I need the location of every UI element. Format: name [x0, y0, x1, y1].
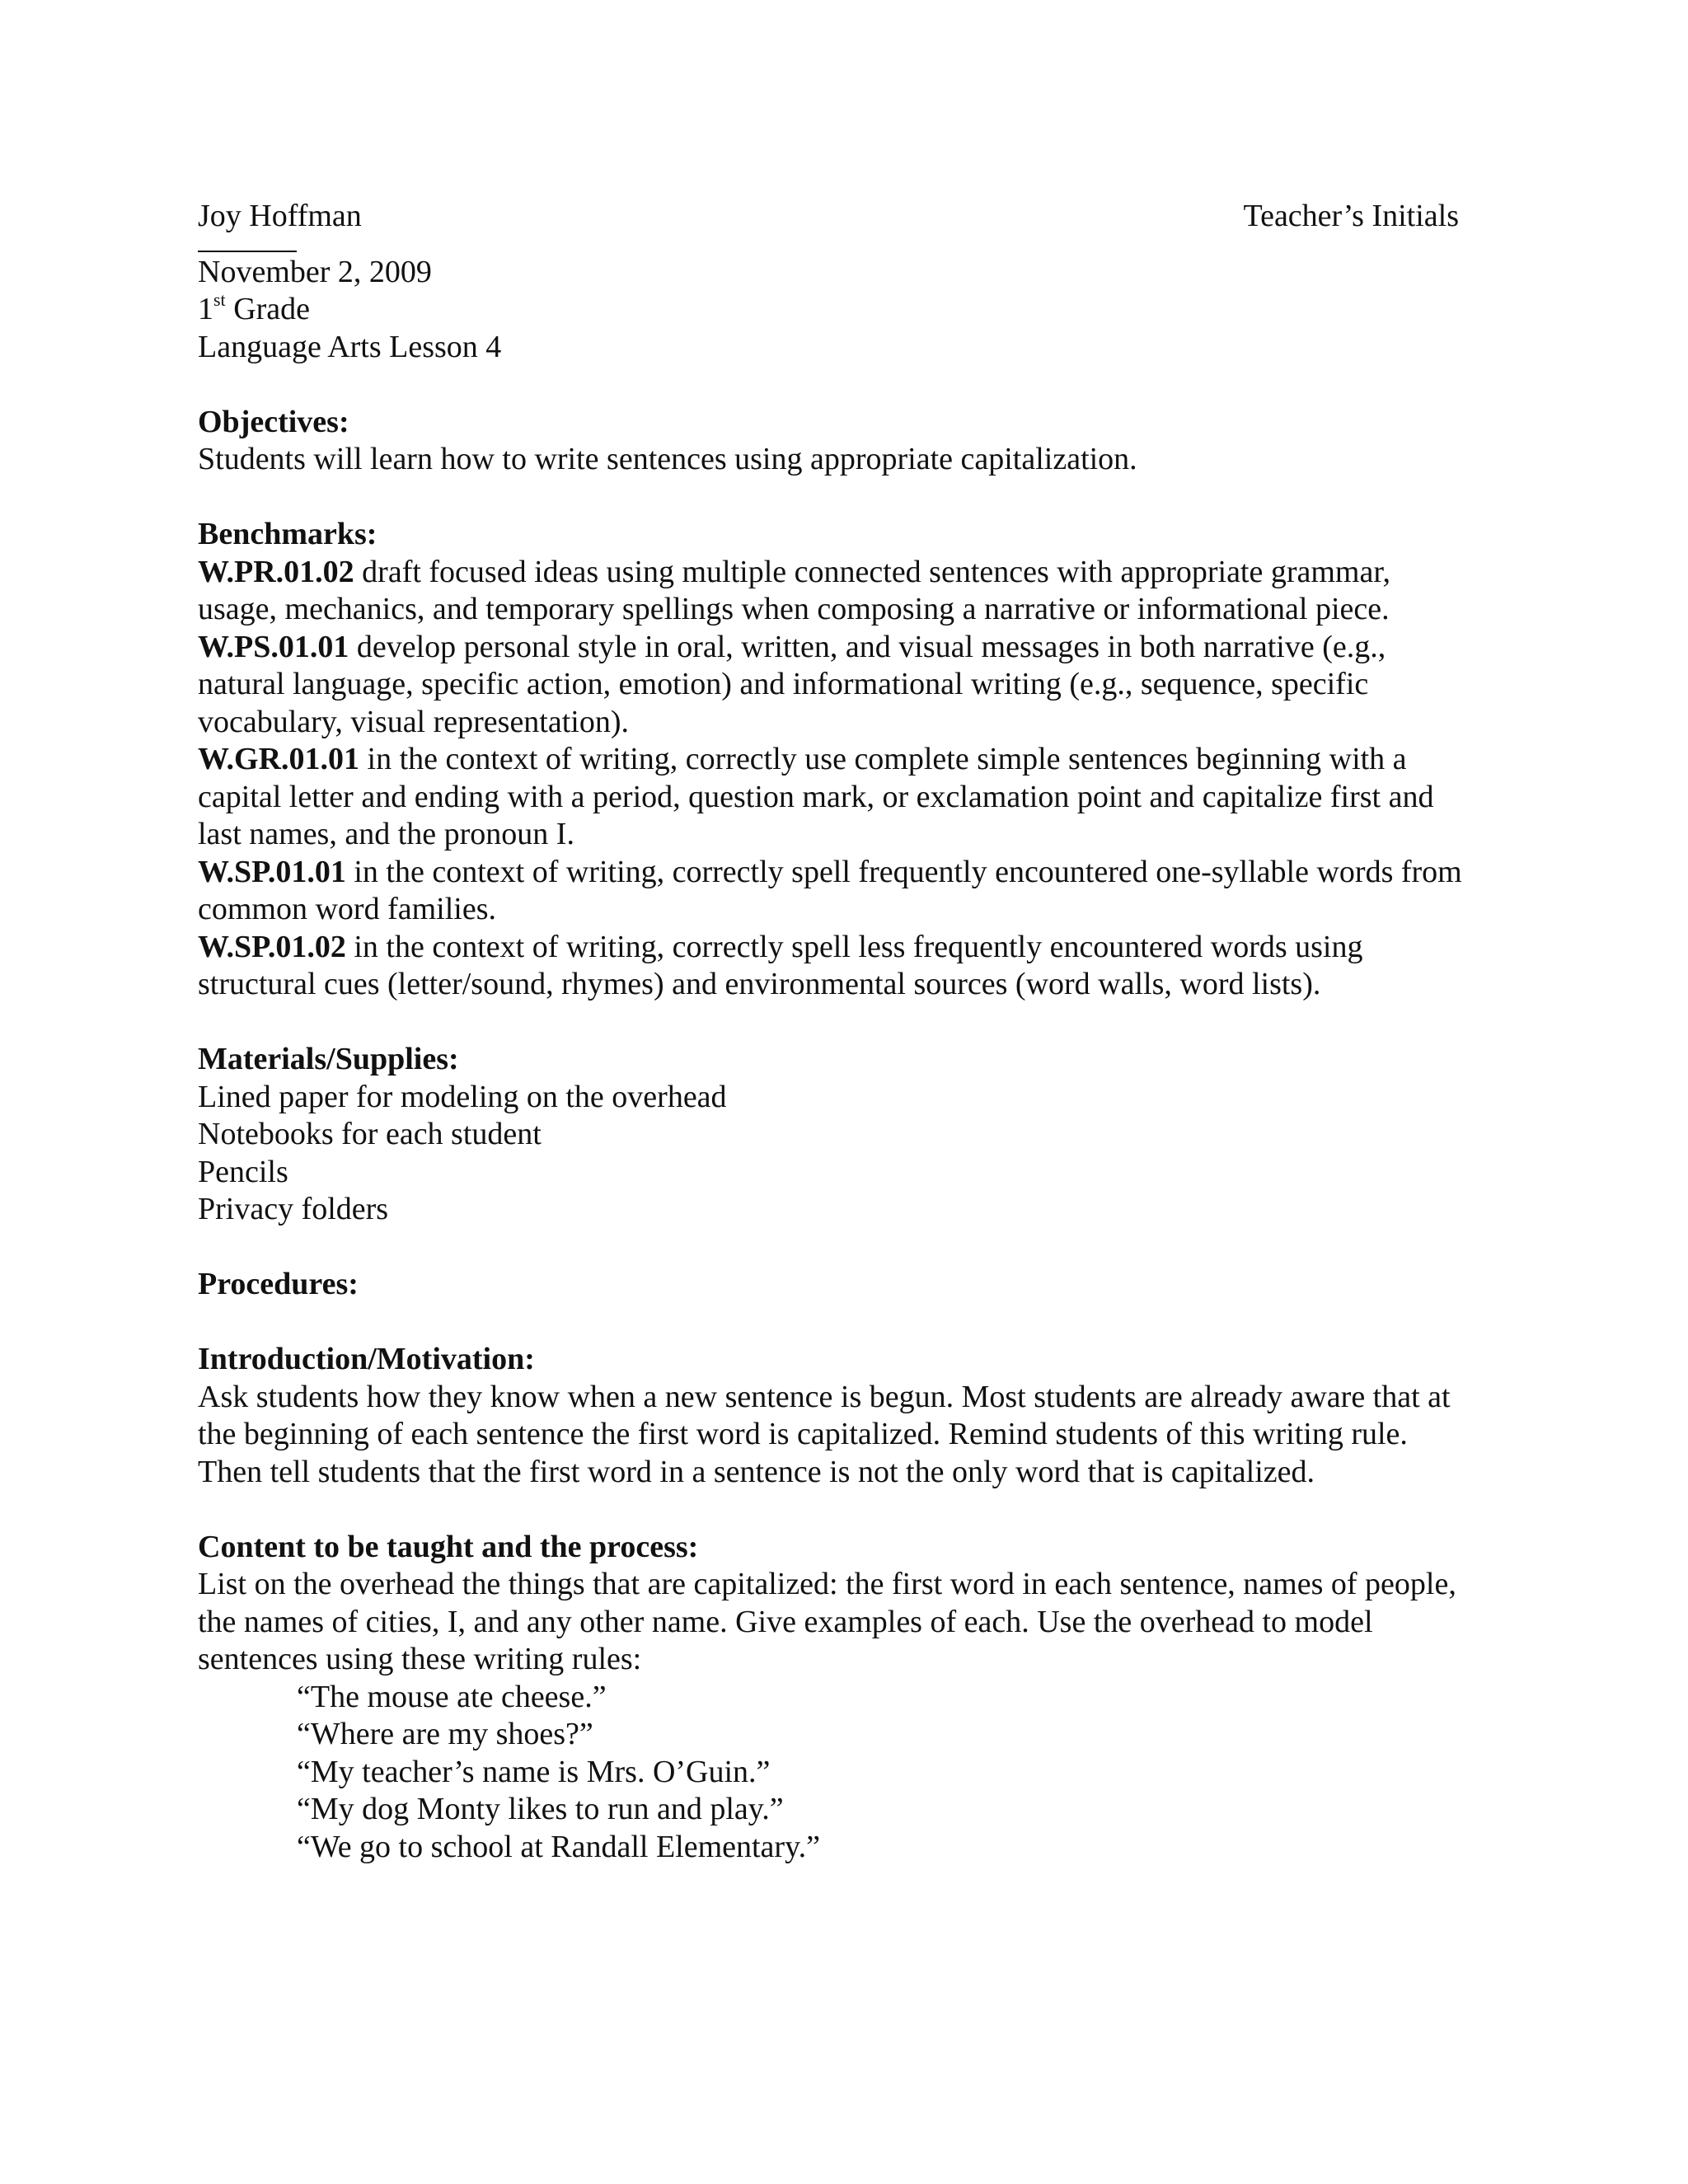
lesson-date: November 2, 2009 [198, 254, 432, 289]
benchmarks-heading: Benchmarks: [198, 517, 377, 551]
benchmark-code: W.PS.01.01 [198, 629, 349, 664]
objectives-text: Students will learn how to write sentences using appropriate capitalization. [198, 442, 1137, 476]
introduction-heading: Introduction/Motivation: [198, 1342, 535, 1376]
materials-heading: Materials/Supplies: [198, 1042, 459, 1076]
benchmark-code: W.PR.01.02 [198, 554, 354, 589]
example-sentence: “My teacher’s name is Mrs. O’Guin.” [297, 1754, 771, 1789]
benchmark-item [198, 929, 1475, 1004]
grade-number: 1 [198, 292, 213, 326]
benchmark-text: in the context of writing, correctly spell frequently encountered one-syllable words from common word families. [198, 854, 1462, 926]
benchmark-text: in the context of writing, correctly spell less frequently encountered words using structural cues (letter/sound, rhymes) and environmental sources (word walls, word lists). [198, 929, 1363, 1001]
grade-word: Grade [233, 292, 311, 326]
benchmark-text: develop personal style in oral, written, and visual messages in both narrative (e.g., natural language, specific action, emotion) and informational writing (e.g., sequence, specific vocabulary, visual representation). [198, 629, 1386, 739]
grade-suffix: st [213, 289, 226, 311]
procedures-heading: Procedures: [198, 1267, 359, 1301]
example-sentence: “The mouse ate cheese.” [297, 1679, 607, 1714]
materials-item: Notebooks for each student [198, 1117, 542, 1151]
teacher-initials-label: Teacher’s Initials [1243, 199, 1459, 233]
content-heading: Content to be taught and the process: [198, 1529, 699, 1564]
introduction-text: Ask students how they know when a new sentence is begun. Most students are already aware that at the beginning of each sentence the first word is capitalized. Remind students of this writing rule. Then tell students that the first word in a sentence is not the only word that is capitalized. [198, 1379, 1451, 1489]
benchmark-item [198, 554, 1475, 629]
example-sentence: “My dog Monty likes to run and play.” [297, 1792, 784, 1826]
lesson-title: Language Arts Lesson 4 [198, 329, 502, 364]
benchmark-item [198, 741, 1475, 854]
benchmark-text: in the context of writing, correctly use complete simple sentences beginning with a capital letter and ending with a period, question mark, or exclamation point and capitalize first and last names, and the pronoun I. [198, 742, 1434, 851]
benchmark-code: W.SP.01.02 [198, 929, 346, 964]
example-sentence: “Where are my shoes?” [297, 1717, 593, 1751]
benchmark-item [198, 854, 1475, 929]
grade-level [198, 291, 1492, 329]
benchmark-item [198, 629, 1475, 742]
materials-item: Privacy folders [198, 1192, 389, 1226]
objectives-heading: Objectives: [198, 404, 349, 439]
benchmark-code: W.SP.01.01 [198, 854, 346, 889]
benchmark-text: draft focused ideas using multiple connected sentences with appropriate grammar, usage, mechanics, and temporary spellings when composing a narrative or informational piece. [198, 554, 1390, 626]
author-name: Joy Hoffman [198, 199, 362, 233]
lesson-plan-page [198, 198, 1492, 1866]
materials-item: Pencils [198, 1154, 288, 1189]
materials-item: Lined paper for modeling on the overhead [198, 1079, 727, 1114]
benchmark-code: W.GR.01.01 [198, 742, 360, 776]
example-sentence: “We go to school at Randall Elementary.” [297, 1829, 820, 1864]
content-text: List on the overhead the things that are capitalized: the first word in each sentence, names of people, the names of cities, I, and any other name. Give examples of each. Use the overhead to model sentences using these writing rules: [198, 1567, 1456, 1676]
header-row [198, 198, 1459, 236]
initials-blank-line [198, 236, 297, 252]
